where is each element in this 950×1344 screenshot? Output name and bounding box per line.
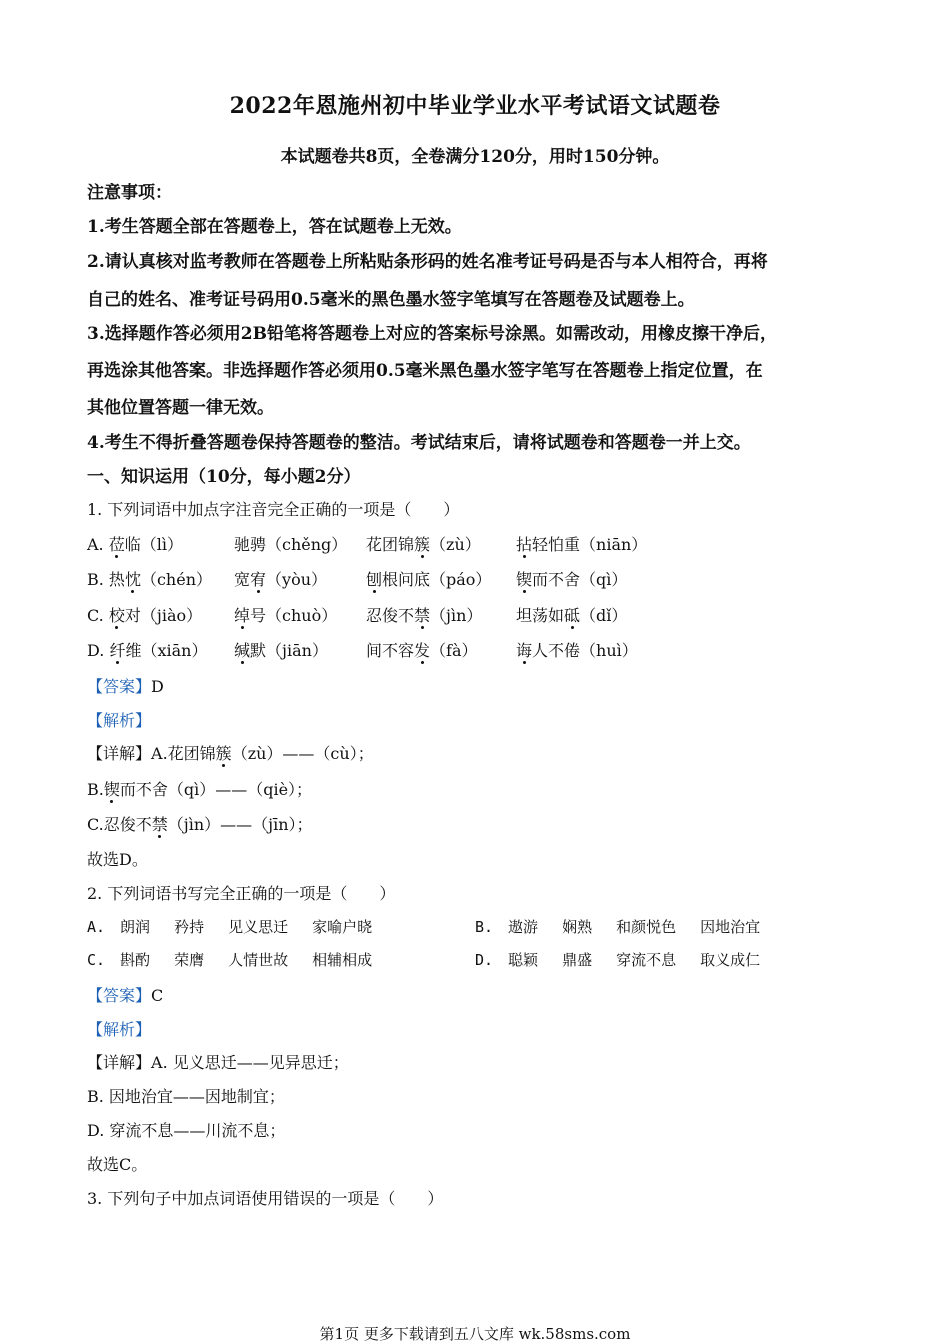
notice-heading: 注意事项： xyxy=(87,183,172,203)
dotted-char: 拈 xyxy=(516,532,532,555)
option-item: 忍俊不禁（jìn） xyxy=(366,603,482,626)
notice-item: 1.考生答题全部在答题卷上，答在试题卷上无效。 xyxy=(87,217,462,237)
option-a: A. 朗润 矜持 见义思迁 家喻户晓 xyxy=(87,918,373,936)
conclusion: 故选D。 xyxy=(87,850,148,869)
option-item: 花团锦簇（zù） xyxy=(366,532,481,555)
option-d: D. 聪颖 鼎盛 穿流不息 取义成仁 xyxy=(475,951,761,969)
question-1-stem: 1. 下列词语中加点字注音完全正确的一项是（ ） xyxy=(87,500,460,519)
notice-item: 4.考生不得折叠答题卷保持答题卷的整洁。考试结束后，请将试题卷和答题卷一并上交。 xyxy=(87,433,751,453)
dotted-char: 校 xyxy=(109,603,125,626)
dotted-char: 纤 xyxy=(109,638,125,661)
detail-line: 【详解】A.花团锦簇（zù）——（cù）； xyxy=(87,741,374,764)
detail-line: D. 穿流不息——川流不息； xyxy=(87,1121,286,1140)
analysis-tag: 【解析】 xyxy=(87,711,152,730)
answer-tag: 【答案】 xyxy=(87,677,152,696)
dotted-char: 缄 xyxy=(234,638,250,661)
answer-line xyxy=(87,674,164,697)
answer-line xyxy=(87,983,163,1006)
detail-line: B.锲而不舍（qì）——（qiè）； xyxy=(87,777,312,800)
dotted-char: 锲 xyxy=(104,777,120,800)
option-item: 绰号（chuò） xyxy=(234,603,337,626)
detail-line: C.忍俊不禁（jìn）——（jīn）； xyxy=(87,812,313,835)
notice-item: 再选涂其他答案。非选择题作答必须用0.5毫米黑色墨水签字笔写在答题卷上指定位置，在 xyxy=(87,361,763,381)
section-heading: 一、知识运用（10分，每小题2分） xyxy=(87,467,361,487)
option-item: 缄默（jiān） xyxy=(234,638,328,661)
page-subtitle: 本试题卷共8页，全卷满分120分，用时150分钟。 xyxy=(280,147,670,167)
dotted-char: 簇 xyxy=(216,741,232,764)
option-b: B. 遨游 娴熟 和颜悦色 因地治宜 xyxy=(475,918,761,936)
option-item: A. 莅临（lì） xyxy=(87,532,183,555)
option-item: C. 校对（jiào） xyxy=(87,603,202,626)
option-item: D. 纤维（xiān） xyxy=(87,638,207,661)
page-title: 2022年恩施州初中毕业学业水平考试语文试题卷 xyxy=(229,93,721,119)
answer-value: C xyxy=(151,986,164,1005)
dotted-char: 发 xyxy=(414,638,430,661)
option-c: C. 斟酌 荣膺 人情世故 相辅相成 xyxy=(87,951,373,969)
answer-value: D xyxy=(151,677,164,696)
option-item: 间不容发（fà） xyxy=(366,638,478,661)
question-3-stem: 3. 下列句子中加点词语使用错误的一项是（ ） xyxy=(87,1189,444,1208)
detail-tag: 【详解】 xyxy=(87,1053,152,1072)
dotted-char: 禁 xyxy=(152,812,168,835)
dotted-char: 砥 xyxy=(564,603,580,626)
dotted-char: 宥 xyxy=(250,567,266,590)
notice-item: 自己的姓名、准考证号码用0.5毫米的黑色墨水签字笔填写在答题卷及试题卷上。 xyxy=(87,290,695,310)
answer-tag: 【答案】 xyxy=(87,986,152,1005)
dotted-char: 诲 xyxy=(516,638,532,661)
question-2-stem: 2. 下列词语书写完全正确的一项是（ ） xyxy=(87,884,396,903)
option-item: 刨根问底（páo） xyxy=(366,567,491,590)
dotted-char: 绰 xyxy=(234,603,250,626)
detail-tag: 【详解】 xyxy=(87,744,152,763)
option-item: B. 热忱（chén） xyxy=(87,567,212,590)
conclusion: 故选C。 xyxy=(87,1155,148,1174)
page-footer: 第1页 更多下载请到五八文库 wk.58sms.com xyxy=(319,1325,631,1343)
notice-item: 其他位置答题一律无效。 xyxy=(87,398,274,418)
dotted-char: 禁 xyxy=(414,603,430,626)
option-item: 拈轻怕重（niān） xyxy=(516,532,647,555)
dotted-char: 簇 xyxy=(414,532,430,555)
dotted-char: 莅 xyxy=(109,532,125,555)
dotted-char: 锲 xyxy=(516,567,532,590)
option-item: 坦荡如砥（dǐ） xyxy=(516,603,627,626)
dotted-char: 刨 xyxy=(366,567,382,590)
option-item: 诲人不倦（huì） xyxy=(516,638,638,661)
option-item: 宽宥（yòu） xyxy=(234,567,327,590)
option-item: 锲而不舍（qì） xyxy=(516,567,627,590)
notice-item: 2.请认真核对监考教师在答题卷上所粘贴条形码的姓名准考证号码是否与本人相符合，再将 xyxy=(87,252,768,272)
analysis-tag: 【解析】 xyxy=(87,1020,152,1039)
notice-item: 3.选择题作答必须用2B铅笔将答题卷上对应的答案标号涂黑。如需改动，用橡皮擦干净后， xyxy=(87,324,777,344)
dotted-char: 忱 xyxy=(125,567,141,590)
detail-line: B. 因地治宜——因地制宜； xyxy=(87,1087,285,1106)
detail-line: 【详解】A. 见义思迁——见异思迁； xyxy=(87,1053,349,1072)
option-item: 驰骋（chěng） xyxy=(234,535,348,554)
